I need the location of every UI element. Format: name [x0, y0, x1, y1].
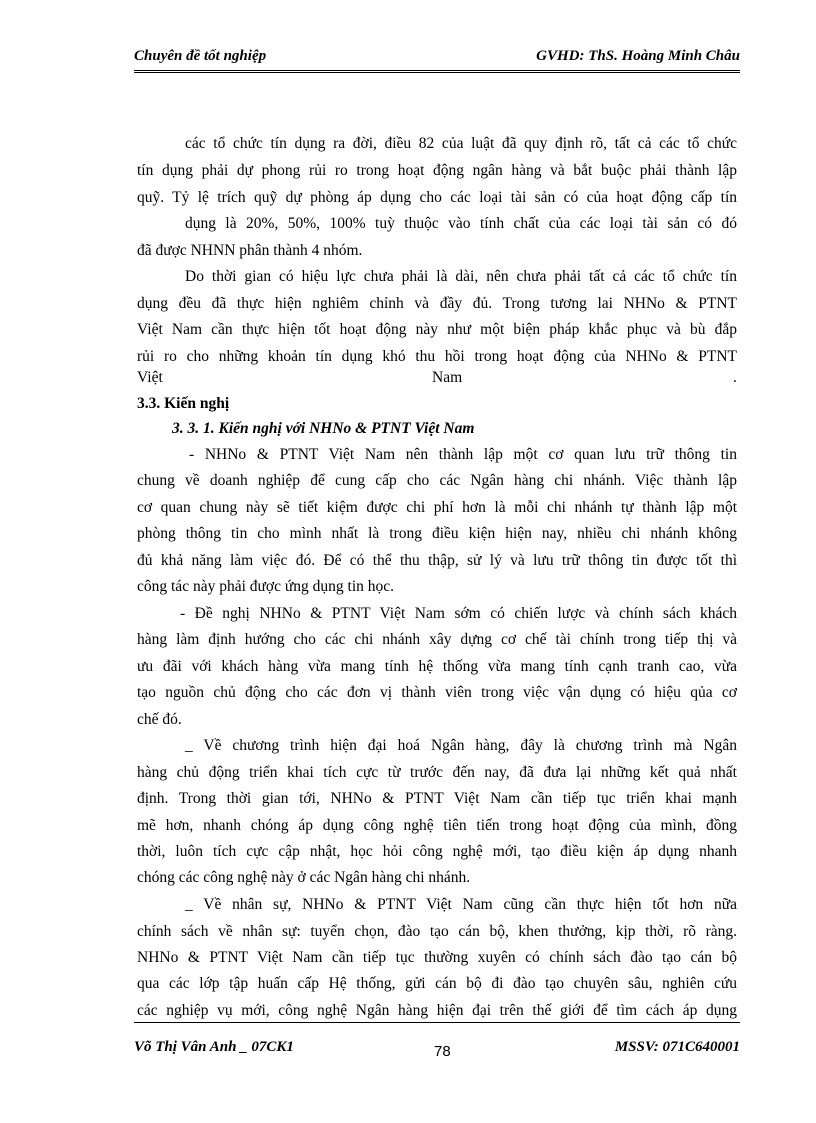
text-line: các tổ chức tín dụng ra đời, điều 82 của luật đã quy định rõ, tất cả các tổ chức — [185, 135, 737, 152]
text-line: đủ khả năng làm việc đó. Để có thể thu thập, sử lý và lưu trữ thông tin được tốt thì — [137, 552, 737, 569]
page-footer — [134, 1022, 740, 1063]
text-line: công tác này phải được ứng dụng tin học. — [137, 578, 395, 595]
text-line: chính sách về nhân sự: tuyển chọn, đào tạo cán bộ, khen thưởng, kịp thời, rõ ràng. — [137, 923, 737, 940]
page-header — [134, 42, 740, 73]
text-line: chung về doanh nghiệp để cung cấp cho các Ngân hàng chi nhánh. Việc thành lập — [137, 472, 737, 489]
text-line: đã được NHNN phân thành 4 nhóm. — [137, 242, 363, 259]
text-line: chế đó. — [137, 711, 182, 728]
text-line: tạo nguồn chủ động cho các đơn vị thành viên trong việc vận dụng có hiệu qủa cơ — [137, 684, 737, 701]
text-line: thời, luôn tích cực cập nhật, học hỏi công nghệ mới, tạo điều kiện áp dụng nhanh — [137, 843, 737, 860]
section-heading: 3.3. Kiến nghị — [137, 395, 230, 412]
text-line: _ Về chương trình hiện đại hoá Ngân hàng, đây là chương trình mà Ngân — [185, 737, 737, 754]
text-line: quỹ. Tỷ lệ trích quỹ dự phòng áp dụng cho các loại tài sản có của hoạt động cấp tín — [137, 189, 737, 206]
footer-student-id: MSSV: 071C640001 — [614, 1039, 740, 1055]
text-line: hàng chủ động triển khai tích cực từ trước đến nay, đã đưa lại những kết quả nhất — [137, 764, 737, 781]
header-advisor: GVHD: ThS. Hoàng Minh Châu — [536, 48, 740, 64]
text-line: - Đề nghị NHNo & PTNT Việt Nam sớm có chiến lược và chính sách khách — [180, 605, 737, 622]
page-number: 78 — [434, 1043, 451, 1060]
text-line: dụng đều đã thực hiện nghiêm chỉnh và đầy đủ. Trong tương lai NHNo & PTNT — [137, 295, 737, 312]
text-line: - NHNo & PTNT Việt Nam nên thành lập một cơ quan lưu trữ thông tin — [189, 446, 737, 463]
header-title: Chuyên đề tốt nghiệp — [134, 48, 267, 64]
text-line: các nghiệp vụ mới, công nghệ Ngân hàng hiện đại trên thế giới để tìm cách áp dụng — [137, 1002, 737, 1019]
text-line: tín dụng phải dự phong rủi ro trong hoạt động ngân hàng và bắt buộc phải thành lập — [137, 162, 737, 179]
text-line: mẽ hơn, nhanh chóng áp dụng công nghệ tiên tiến trong hoạt động của mình, đồng — [137, 817, 737, 834]
text-line: NHNo & PTNT Việt Nam cần tiếp tục thường xuyên có chính sách đào tạo cán bộ — [137, 949, 737, 966]
word: Việt — [137, 369, 163, 386]
text-line: rủi ro cho những khoản tín dụng khó thu hồi trong hoạt động của NHNo & PTNT — [137, 348, 737, 365]
text-line: cơ quan chung này sẽ tiết kiệm được chi phí hơn là mỗi chi nhánh tự thành lập một — [137, 499, 737, 516]
word: Nam — [432, 369, 463, 386]
text-line: dụng là 20%, 50%, 100% tuỳ thuộc vào tính chất của các loại tài sản có đó — [185, 215, 737, 232]
footer-author: Võ Thị Vân Anh _ 07CK1 — [134, 1039, 294, 1055]
text-line: ưu đãi với khách hàng vừa mang tính hệ thống vừa mang tính cạnh tranh cao, vừa — [137, 658, 737, 675]
text-line: qua các lớp tập huấn cấp Hệ thống, gửi cán bộ đi đào tạo chuyên sâu, nghiên cứu — [137, 975, 737, 992]
text-line: _ Về nhân sự, NHNo & PTNT Việt Nam cũng cần thực hiện tốt hơn nữa — [185, 896, 737, 913]
text-line: định. Trong thời gian tới, NHNo & PTNT Việt Nam cần tiếp tục triển khai mạnh — [137, 790, 737, 807]
text-line: chóng các công nghệ này ở các Ngân hàng chi nhánh. — [137, 869, 471, 886]
text-line: phòng thông tin cho mình nhất là trong điều kiện hiện nay, nhiều chi nhánh không — [137, 525, 737, 542]
text-line: Việt Nam cần thực hiện tốt hoạt động này như một biện pháp khắc phục và bù đắp — [137, 321, 737, 338]
text-line: hàng làm định hướng cho các chi nhánh xây dựng cơ chế tài chính trong tiếp thị và — [137, 631, 737, 648]
word: . — [733, 369, 737, 386]
text-line: Do thời gian có hiệu lực chưa phải là dài, nên chưa phải tất cả các tổ chức tín — [185, 268, 737, 285]
subsection-heading: 3. 3. 1. Kiến nghị với NHNo & PTNT Việt Nam — [172, 420, 475, 437]
